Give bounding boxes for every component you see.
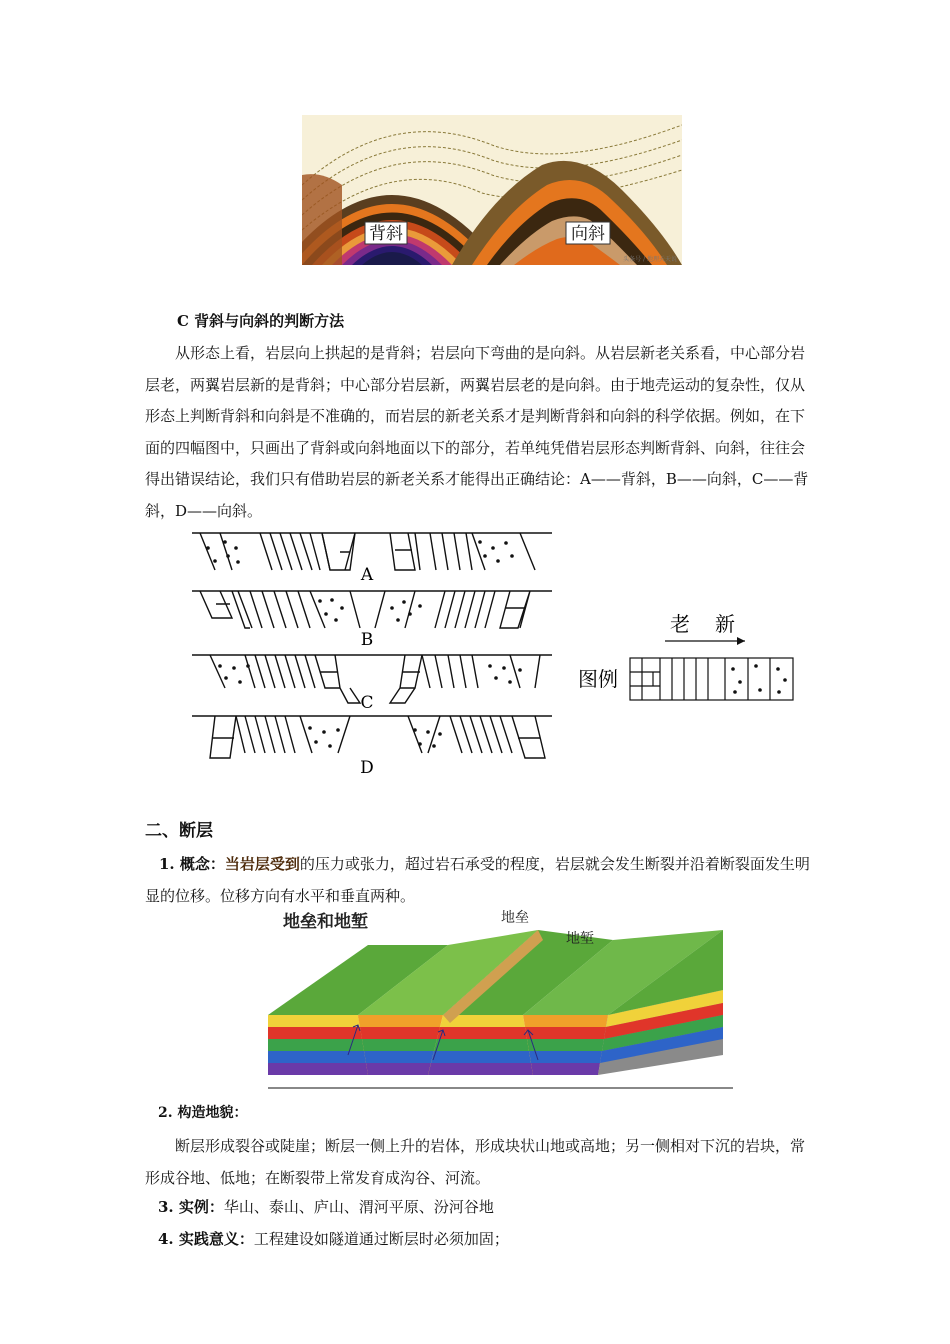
practice-text: 工程建设如隧道通过断层时必须加固； bbox=[253, 1230, 509, 1248]
horst-graben-figure bbox=[268, 905, 738, 1090]
legend-arrow bbox=[665, 637, 745, 645]
practice-line bbox=[158, 1228, 509, 1249]
example-text: 华山、泰山、庐山、渭河平原、汾河谷地 bbox=[223, 1198, 494, 1216]
label-d: D bbox=[360, 758, 374, 778]
section-c-paragraph: 从形态上看，岩层向上拱起的是背斜；岩层向下弯曲的是向斜。从岩层新老关系看，中心部分岩层老，两翼岩层新的是背斜；中心部分岩层新，两翼岩层老的是向斜。由于地壳运动的复杂性，仅从形态上判断背斜和向斜是不准确的，而岩层的新老关系才是判断背斜和向斜的科学依据。例如，在下面的四幅图中，只画出了背斜或向斜地面以下的部分，若单纯凭借岩层形态判断背斜、向斜，往往会得出错误结论，我们只有借助岩层的新老关系才能得出正确结论：A——背斜，B——向斜，C——背斜，D——向斜。 bbox=[145, 344, 809, 520]
label-b: B bbox=[360, 630, 374, 650]
concept-label: 1. 概念： bbox=[159, 855, 225, 873]
horst-label: 地垒 bbox=[501, 910, 529, 926]
practice-label: 4. 实践意义： bbox=[158, 1230, 254, 1248]
legend-box bbox=[630, 658, 793, 700]
landform-paragraph: 断层形成裂谷或陡崖；断层一侧上升的岩体，形成块状山地或高地；另一侧相对下沉的岩块，常形成谷地、低地；在断裂带上常发育成沟谷、河流。 bbox=[145, 1137, 806, 1187]
section-c-heading: C 背斜与向斜的判断方法 bbox=[177, 312, 345, 330]
label-a: A bbox=[360, 565, 374, 585]
legend-title: 图例 bbox=[578, 667, 618, 691]
figure-watermark: 头条号 / 地理天天说 bbox=[623, 256, 677, 263]
concept-bold: 当岩层受到 bbox=[224, 855, 300, 873]
anticline-syncline-figure bbox=[302, 115, 682, 265]
graben-label: 地堑 bbox=[566, 931, 594, 947]
legend-new-label: 新 bbox=[715, 612, 735, 636]
syncline-label: 向斜 bbox=[571, 224, 605, 244]
legend-old-label: 老 bbox=[670, 612, 690, 636]
label-c: C bbox=[360, 693, 374, 713]
landform-heading: 2. 构造地貌： bbox=[158, 1105, 248, 1121]
fault-concept-paragraph bbox=[145, 848, 810, 912]
concept-text: 的压力或张力，超过岩石承受的程度，岩层就会发生断裂并沿着断裂面发生明显的位移。位移方向有水平和垂直两种。 bbox=[145, 855, 810, 905]
section-fault-heading: 二、断层 bbox=[145, 821, 213, 841]
horst-graben-title: 地垒和地堑 bbox=[283, 912, 368, 932]
anticline-label: 背斜 bbox=[369, 224, 403, 244]
example-line bbox=[158, 1196, 494, 1217]
example-label: 3. 实例： bbox=[158, 1198, 224, 1216]
fold-schematic-figure bbox=[190, 528, 810, 780]
